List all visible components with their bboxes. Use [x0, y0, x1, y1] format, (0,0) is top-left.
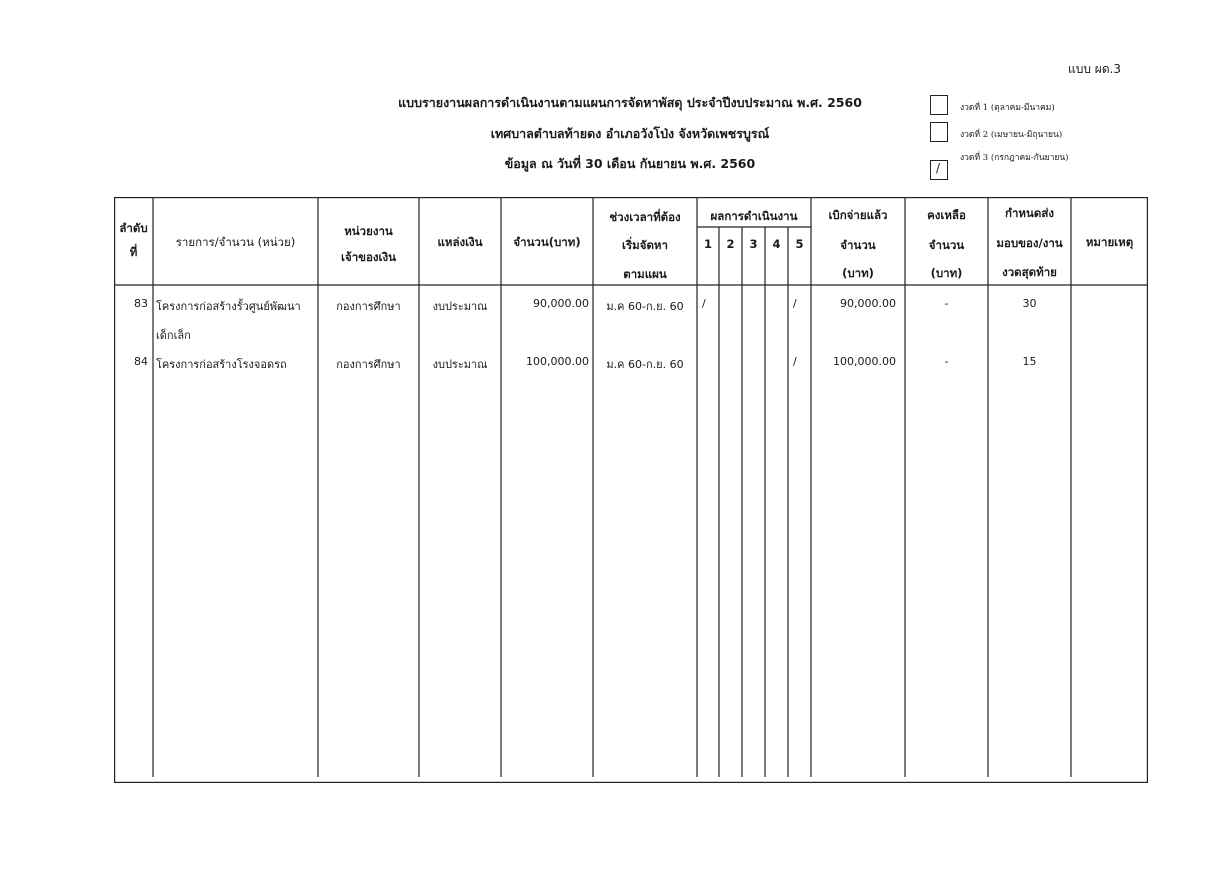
row-item: โครงการก่อสร้างรั้วศูนย์พัฒนา: [156, 300, 301, 313]
row-due: 15: [1022, 355, 1037, 368]
report-title: แบบรายงานผลการดำเนินงานตามแผนการจัดหาพัสดุ ประจำปีงบประมาณ พ.ศ. 2560: [398, 95, 862, 110]
header-unit: หน่วยงาน: [344, 224, 393, 238]
header-result-col: 4: [772, 237, 781, 251]
row-item: โครงการก่อสร้างโรงจอดรถ: [156, 358, 287, 371]
row-unit: กองการศึกษา: [336, 300, 401, 313]
period-label-3: งวดที่ 3 (กรกฎาคม-กันยายน): [960, 153, 1069, 163]
report-date: ข้อมูล ณ วันที่ 30 เดือน กันยายน พ.ศ. 2560: [504, 156, 756, 171]
header-result-col: 5: [795, 237, 804, 251]
header-remain-2: จำนวน: [928, 238, 965, 252]
header-period-2: เริ่มจัดหา: [622, 238, 668, 252]
header-no-2: ที่: [129, 245, 138, 259]
header-unit-2: เจ้าของเงิน: [341, 250, 396, 264]
row-result-mark: /: [793, 355, 797, 368]
row-paid: 100,000.00: [833, 355, 896, 368]
header-paid: เบิกจ่ายแล้ว: [828, 208, 888, 222]
header-period: ช่วงเวลาที่ต้อง: [609, 210, 681, 224]
organization-title: เทศบาลตำบลท้ายดง อำเภอวังโป่ง จังหวัดเพชรบูรณ์: [490, 126, 770, 141]
row-item-cont: เด็กเล็ก: [156, 329, 191, 342]
header-due: กำหนดส่ง: [1005, 206, 1054, 220]
row-remain: -: [944, 297, 949, 310]
row-due: 30: [1022, 297, 1037, 310]
check-mark: /: [936, 161, 941, 175]
row-unit: กองการศึกษา: [336, 358, 401, 371]
period-checkbox-2[interactable]: [930, 122, 948, 142]
row-no: 84: [134, 355, 148, 368]
row-no: 83: [134, 297, 148, 310]
procurement-table: [114, 197, 1148, 783]
row-amount: 100,000.00: [526, 355, 589, 368]
header-paid-3: (บาท): [842, 266, 874, 280]
header-result-col: 3: [749, 237, 758, 251]
form-code: แบบ ผด.3: [1068, 62, 1122, 76]
header-no: ลำดับ: [119, 221, 148, 235]
header-result-col: 2: [726, 237, 735, 251]
period-checkbox-3[interactable]: [930, 160, 948, 180]
header-amount: จำนวน(บาท): [513, 235, 581, 249]
period-label-1: งวดที่ 1 (ตุลาคม-มีนาคม): [960, 103, 1055, 113]
row-amount: 90,000.00: [533, 297, 589, 310]
period-label-2: งวดที่ 2 (เมษายน-มิถุนายน): [960, 130, 1063, 140]
header-note: หมายเหตุ: [1085, 235, 1134, 249]
header-paid-2: จำนวน: [840, 238, 876, 252]
header-remain: คงเหลือ: [927, 208, 966, 222]
period-checkbox-1[interactable]: [930, 95, 948, 115]
row-paid: 90,000.00: [840, 297, 896, 310]
header-period-3: ตามแผน: [623, 267, 667, 281]
header-item: รายการ/จำนวน (หน่วย): [175, 235, 296, 249]
row-source: งบประมาณ: [432, 358, 488, 371]
header-result-col: 1: [703, 237, 712, 251]
row-remain: -: [944, 355, 949, 368]
header-due-2: มอบของ/งาน: [996, 236, 1063, 250]
row-source: งบประมาณ: [432, 300, 488, 313]
row-result-mark: /: [793, 297, 797, 310]
header-due-3: งวดสุดท้าย: [1002, 265, 1057, 279]
header-result: ผลการดำเนินงาน: [710, 209, 798, 223]
row-result-mark: /: [702, 297, 706, 310]
table-grid: [114, 197, 1148, 783]
row-period: ม.ค 60-ก.ย. 60: [606, 358, 684, 371]
row-period: ม.ค 60-ก.ย. 60: [606, 300, 684, 313]
header-remain-3: (บาท): [930, 266, 963, 280]
header-source: แหล่งเงิน: [437, 235, 483, 249]
